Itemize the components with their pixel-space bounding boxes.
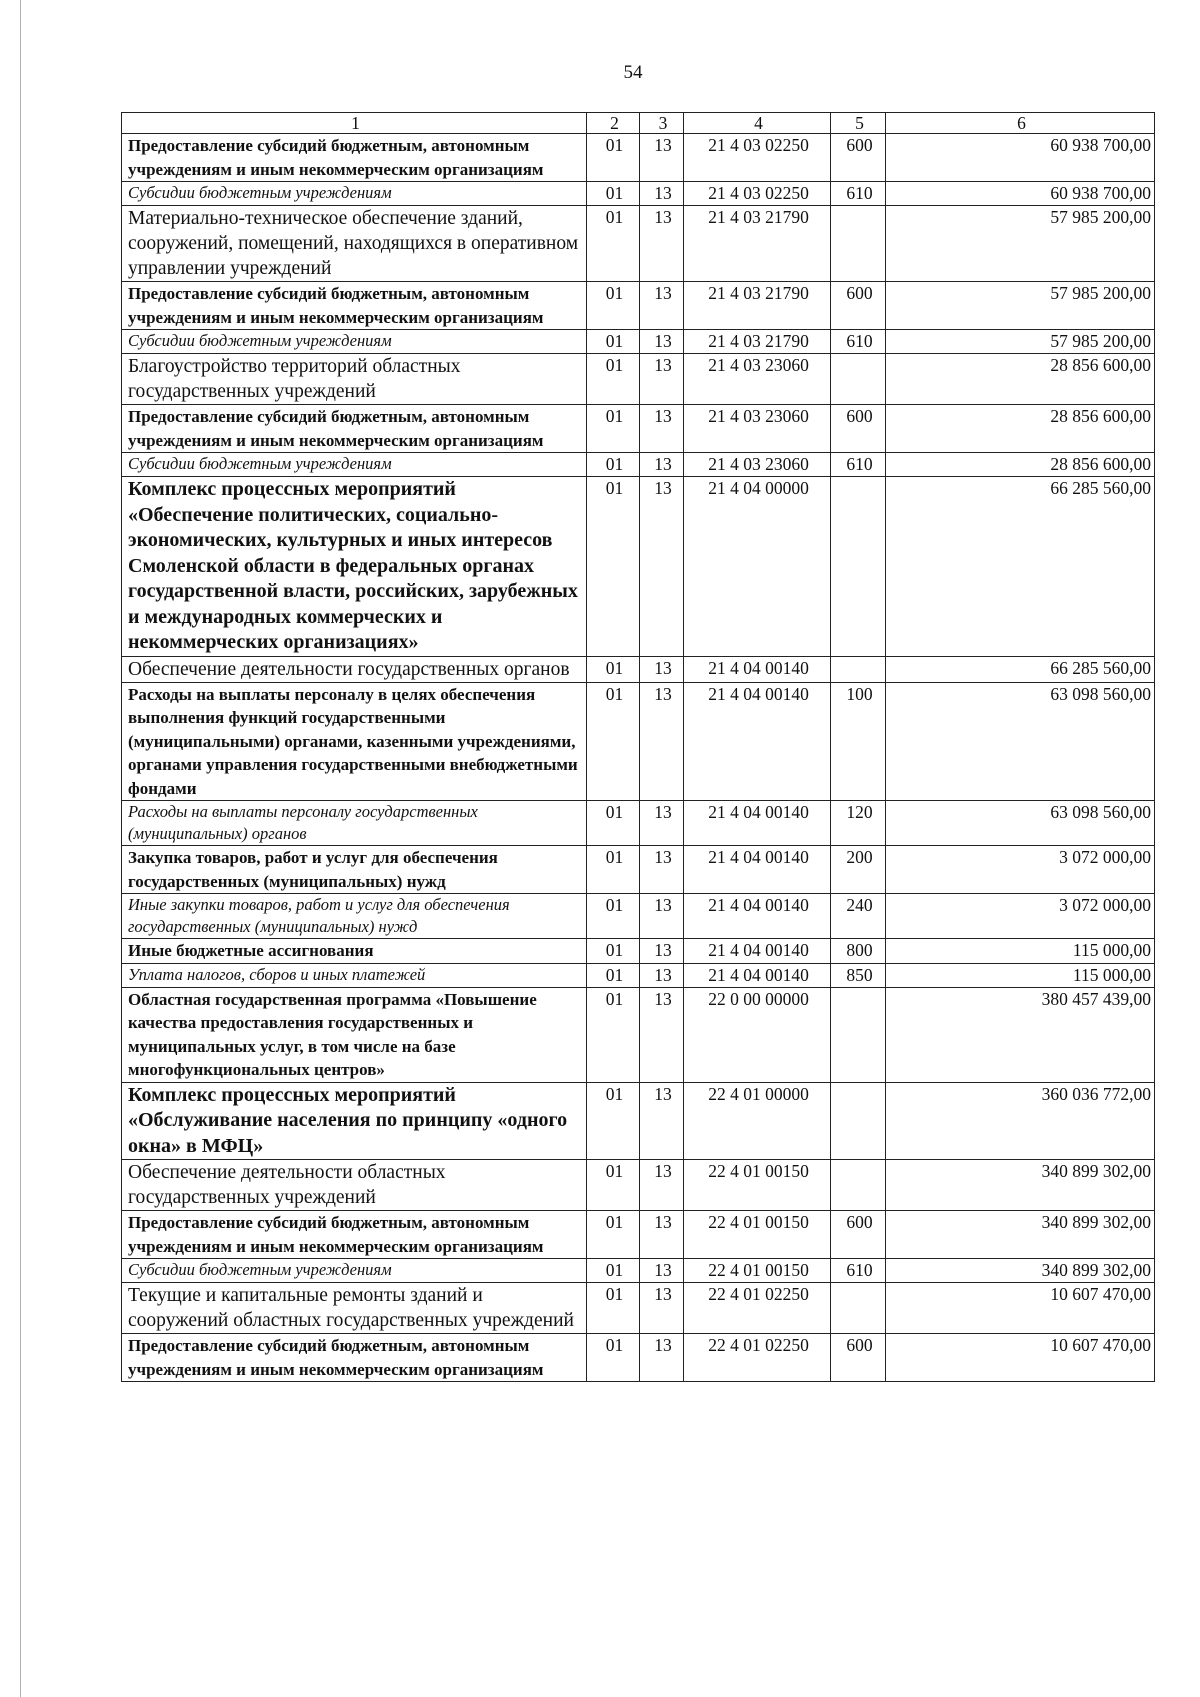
section-code-cell: 01	[587, 656, 640, 682]
subsection-code-cell: 13	[640, 134, 684, 182]
amount-cell: 3 072 000,00	[886, 846, 1155, 894]
row-name-cell: Материально-техническое обеспечение зданий, сооружений, помещений, находящихся в оперативном управлении учреждений	[122, 206, 587, 282]
table-row	[122, 1259, 1155, 1283]
row-name-cell: Субсидии бюджетным учреждениям	[122, 1259, 587, 1283]
subsection-code-cell: 13	[640, 282, 684, 330]
subsection-code-cell: 13	[640, 939, 684, 964]
header-col-4: 4	[684, 113, 831, 134]
target-article-cell: 21 4 04 00000	[684, 477, 831, 657]
table-row	[122, 846, 1155, 894]
subsection-code-cell: 13	[640, 656, 684, 682]
row-name-cell: Комплекс процессных мероприятий «Обслуживание населения по принципу «одного окна» в МФЦ»	[122, 1082, 587, 1160]
amount-cell: 28 856 600,00	[886, 354, 1155, 405]
subsection-code-cell: 13	[640, 801, 684, 846]
expense-type-cell: 850	[831, 963, 886, 987]
target-article-cell: 21 4 03 02250	[684, 182, 831, 206]
row-name-cell: Предоставление субсидий бюджетным, автономным учреждениям и иным некоммерческим организациям	[122, 405, 587, 453]
section-code-cell: 01	[587, 1082, 640, 1160]
section-code-cell: 01	[587, 182, 640, 206]
table-row	[122, 354, 1155, 405]
row-name-cell: Благоустройство территорий областных государственных учреждений	[122, 354, 587, 405]
section-code-cell: 01	[587, 206, 640, 282]
table-row	[122, 894, 1155, 939]
target-article-cell: 21 4 04 00140	[684, 801, 831, 846]
row-name-cell: Иные бюджетные ассигнования	[122, 939, 587, 964]
amount-cell: 360 036 772,00	[886, 1082, 1155, 1160]
subsection-code-cell: 13	[640, 1283, 684, 1334]
target-article-cell: 21 4 04 00140	[684, 846, 831, 894]
target-article-cell: 22 4 01 02250	[684, 1283, 831, 1334]
amount-cell: 57 985 200,00	[886, 206, 1155, 282]
amount-cell: 66 285 560,00	[886, 656, 1155, 682]
section-code-cell: 01	[587, 682, 640, 801]
amount-cell: 340 899 302,00	[886, 1259, 1155, 1283]
table-row	[122, 282, 1155, 330]
amount-cell: 380 457 439,00	[886, 987, 1155, 1082]
amount-cell: 28 856 600,00	[886, 453, 1155, 477]
target-article-cell: 21 4 03 23060	[684, 453, 831, 477]
section-code-cell: 01	[587, 1211, 640, 1259]
amount-cell: 115 000,00	[886, 963, 1155, 987]
row-name-cell: Расходы на выплаты персоналу государственных (муниципальных) органов	[122, 801, 587, 846]
amount-cell: 115 000,00	[886, 939, 1155, 964]
target-article-cell: 21 4 03 21790	[684, 206, 831, 282]
table-row	[122, 1211, 1155, 1259]
subsection-code-cell: 13	[640, 477, 684, 657]
amount-cell: 10 607 470,00	[886, 1283, 1155, 1334]
target-article-cell: 22 4 01 00150	[684, 1259, 831, 1283]
table-row	[122, 963, 1155, 987]
scan-margin-line	[20, 0, 21, 1697]
section-code-cell: 01	[587, 1283, 640, 1334]
subsection-code-cell: 13	[640, 963, 684, 987]
subsection-code-cell: 13	[640, 682, 684, 801]
expense-type-cell	[831, 354, 886, 405]
row-name-cell: Текущие и капитальные ремонты зданий и сооружений областных государственных учреждений	[122, 1283, 587, 1334]
amount-cell: 10 607 470,00	[886, 1334, 1155, 1382]
target-article-cell: 22 4 01 00000	[684, 1082, 831, 1160]
expense-type-cell: 600	[831, 405, 886, 453]
amount-cell: 3 072 000,00	[886, 894, 1155, 939]
table-row	[122, 330, 1155, 354]
section-code-cell: 01	[587, 846, 640, 894]
section-code-cell: 01	[587, 894, 640, 939]
subsection-code-cell: 13	[640, 846, 684, 894]
subsection-code-cell: 13	[640, 405, 684, 453]
amount-cell: 57 985 200,00	[886, 282, 1155, 330]
expense-type-cell	[831, 1283, 886, 1334]
table-row	[122, 405, 1155, 453]
expense-type-cell: 200	[831, 846, 886, 894]
page-number: 54	[623, 62, 643, 83]
row-name-cell: Областная государственная программа «Повышение качества предоставления государственных и муниципальных услуг, в том числе на базе многофункциональных центров»	[122, 987, 587, 1082]
section-code-cell: 01	[587, 939, 640, 964]
table-row	[122, 134, 1155, 182]
subsection-code-cell: 13	[640, 330, 684, 354]
table-row	[122, 453, 1155, 477]
row-name-cell: Предоставление субсидий бюджетным, автономным учреждениям и иным некоммерческим организациям	[122, 1211, 587, 1259]
target-article-cell: 21 4 04 00140	[684, 963, 831, 987]
table-row	[122, 682, 1155, 801]
subsection-code-cell: 13	[640, 1259, 684, 1283]
row-name-cell: Субсидии бюджетным учреждениям	[122, 330, 587, 354]
row-name-cell: Закупка товаров, работ и услуг для обеспечения государственных (муниципальных) нужд	[122, 846, 587, 894]
table-row	[122, 1160, 1155, 1211]
expense-type-cell: 600	[831, 1334, 886, 1382]
target-article-cell: 21 4 04 00140	[684, 682, 831, 801]
table-row	[122, 801, 1155, 846]
header-row	[122, 113, 1155, 134]
row-name-cell: Предоставление субсидий бюджетным, автономным учреждениям и иным некоммерческим организациям	[122, 134, 587, 182]
expense-type-cell	[831, 1082, 886, 1160]
amount-cell: 60 938 700,00	[886, 134, 1155, 182]
header-col-5: 5	[831, 113, 886, 134]
row-name-cell: Уплата налогов, сборов и иных платежей	[122, 963, 587, 987]
table-row	[122, 477, 1155, 657]
section-code-cell: 01	[587, 354, 640, 405]
header-col-1: 1	[122, 113, 587, 134]
section-code-cell: 01	[587, 405, 640, 453]
amount-cell: 28 856 600,00	[886, 405, 1155, 453]
row-name-cell: Обеспечение деятельности областных государственных учреждений	[122, 1160, 587, 1211]
row-name-cell: Расходы на выплаты персоналу в целях обеспечения выполнения функций государственными (муниципальными) органами, казенными учреждениями, органами управления государственными внебюджетными фондами	[122, 682, 587, 801]
expense-type-cell: 600	[831, 282, 886, 330]
table-row	[122, 1082, 1155, 1160]
amount-cell: 57 985 200,00	[886, 330, 1155, 354]
subsection-code-cell: 13	[640, 182, 684, 206]
amount-cell: 66 285 560,00	[886, 477, 1155, 657]
subsection-code-cell: 13	[640, 894, 684, 939]
header-col-2: 2	[587, 113, 640, 134]
expense-type-cell: 610	[831, 330, 886, 354]
subsection-code-cell: 13	[640, 206, 684, 282]
amount-cell: 60 938 700,00	[886, 182, 1155, 206]
section-code-cell: 01	[587, 453, 640, 477]
target-article-cell: 22 0 00 00000	[684, 987, 831, 1082]
target-article-cell: 21 4 04 00140	[684, 656, 831, 682]
budget-table	[121, 112, 1155, 1382]
section-code-cell: 01	[587, 1334, 640, 1382]
target-article-cell: 21 4 03 21790	[684, 330, 831, 354]
expense-type-cell: 240	[831, 894, 886, 939]
target-article-cell: 22 4 01 00150	[684, 1211, 831, 1259]
subsection-code-cell: 13	[640, 1160, 684, 1211]
table-row	[122, 1334, 1155, 1382]
subsection-code-cell: 13	[640, 1211, 684, 1259]
row-name-cell: Субсидии бюджетным учреждениям	[122, 453, 587, 477]
header-col-6: 6	[886, 113, 1155, 134]
row-name-cell: Предоставление субсидий бюджетным, автономным учреждениям и иным некоммерческим организациям	[122, 1334, 587, 1382]
subsection-code-cell: 13	[640, 1334, 684, 1382]
table-row	[122, 987, 1155, 1082]
expense-type-cell: 610	[831, 1259, 886, 1283]
target-article-cell: 21 4 04 00140	[684, 939, 831, 964]
target-article-cell: 22 4 01 02250	[684, 1334, 831, 1382]
row-name-cell: Комплекс процессных мероприятий «Обеспечение политических, социально-экономических, культурных и иных интересов Смоленской области в федеральных органах государственной власти, российских, зарубежных и международных коммерческих и некоммерческих организациях»	[122, 477, 587, 657]
expense-type-cell	[831, 987, 886, 1082]
section-code-cell: 01	[587, 1259, 640, 1283]
table-row	[122, 182, 1155, 206]
target-article-cell: 21 4 03 21790	[684, 282, 831, 330]
target-article-cell: 21 4 03 23060	[684, 354, 831, 405]
expense-type-cell: 120	[831, 801, 886, 846]
row-name-cell: Субсидии бюджетным учреждениям	[122, 182, 587, 206]
expense-type-cell: 800	[831, 939, 886, 964]
table-row	[122, 1283, 1155, 1334]
expense-type-cell: 610	[831, 182, 886, 206]
expense-type-cell	[831, 206, 886, 282]
row-name-cell: Обеспечение деятельности государственных органов	[122, 656, 587, 682]
section-code-cell: 01	[587, 330, 640, 354]
expense-type-cell	[831, 1160, 886, 1211]
header-col-3: 3	[640, 113, 684, 134]
target-article-cell: 22 4 01 00150	[684, 1160, 831, 1211]
target-article-cell: 21 4 03 23060	[684, 405, 831, 453]
expense-type-cell	[831, 656, 886, 682]
table-row	[122, 656, 1155, 682]
expense-type-cell: 100	[831, 682, 886, 801]
row-name-cell: Иные закупки товаров, работ и услуг для обеспечения государственных (муниципальных) нужд	[122, 894, 587, 939]
target-article-cell: 21 4 03 02250	[684, 134, 831, 182]
expense-type-cell: 610	[831, 453, 886, 477]
target-article-cell: 21 4 04 00140	[684, 894, 831, 939]
amount-cell: 63 098 560,00	[886, 801, 1155, 846]
expense-type-cell: 600	[831, 134, 886, 182]
expense-type-cell: 600	[831, 1211, 886, 1259]
subsection-code-cell: 13	[640, 987, 684, 1082]
section-code-cell: 01	[587, 282, 640, 330]
subsection-code-cell: 13	[640, 1082, 684, 1160]
subsection-code-cell: 13	[640, 453, 684, 477]
table-row	[122, 206, 1155, 282]
section-code-cell: 01	[587, 1160, 640, 1211]
amount-cell: 63 098 560,00	[886, 682, 1155, 801]
table-body	[122, 134, 1155, 1382]
row-name-cell: Предоставление субсидий бюджетным, автономным учреждениям и иным некоммерческим организациям	[122, 282, 587, 330]
section-code-cell: 01	[587, 801, 640, 846]
expense-type-cell	[831, 477, 886, 657]
section-code-cell: 01	[587, 134, 640, 182]
section-code-cell: 01	[587, 963, 640, 987]
section-code-cell: 01	[587, 987, 640, 1082]
subsection-code-cell: 13	[640, 354, 684, 405]
table-row	[122, 939, 1155, 964]
amount-cell: 340 899 302,00	[886, 1160, 1155, 1211]
amount-cell: 340 899 302,00	[886, 1211, 1155, 1259]
section-code-cell: 01	[587, 477, 640, 657]
